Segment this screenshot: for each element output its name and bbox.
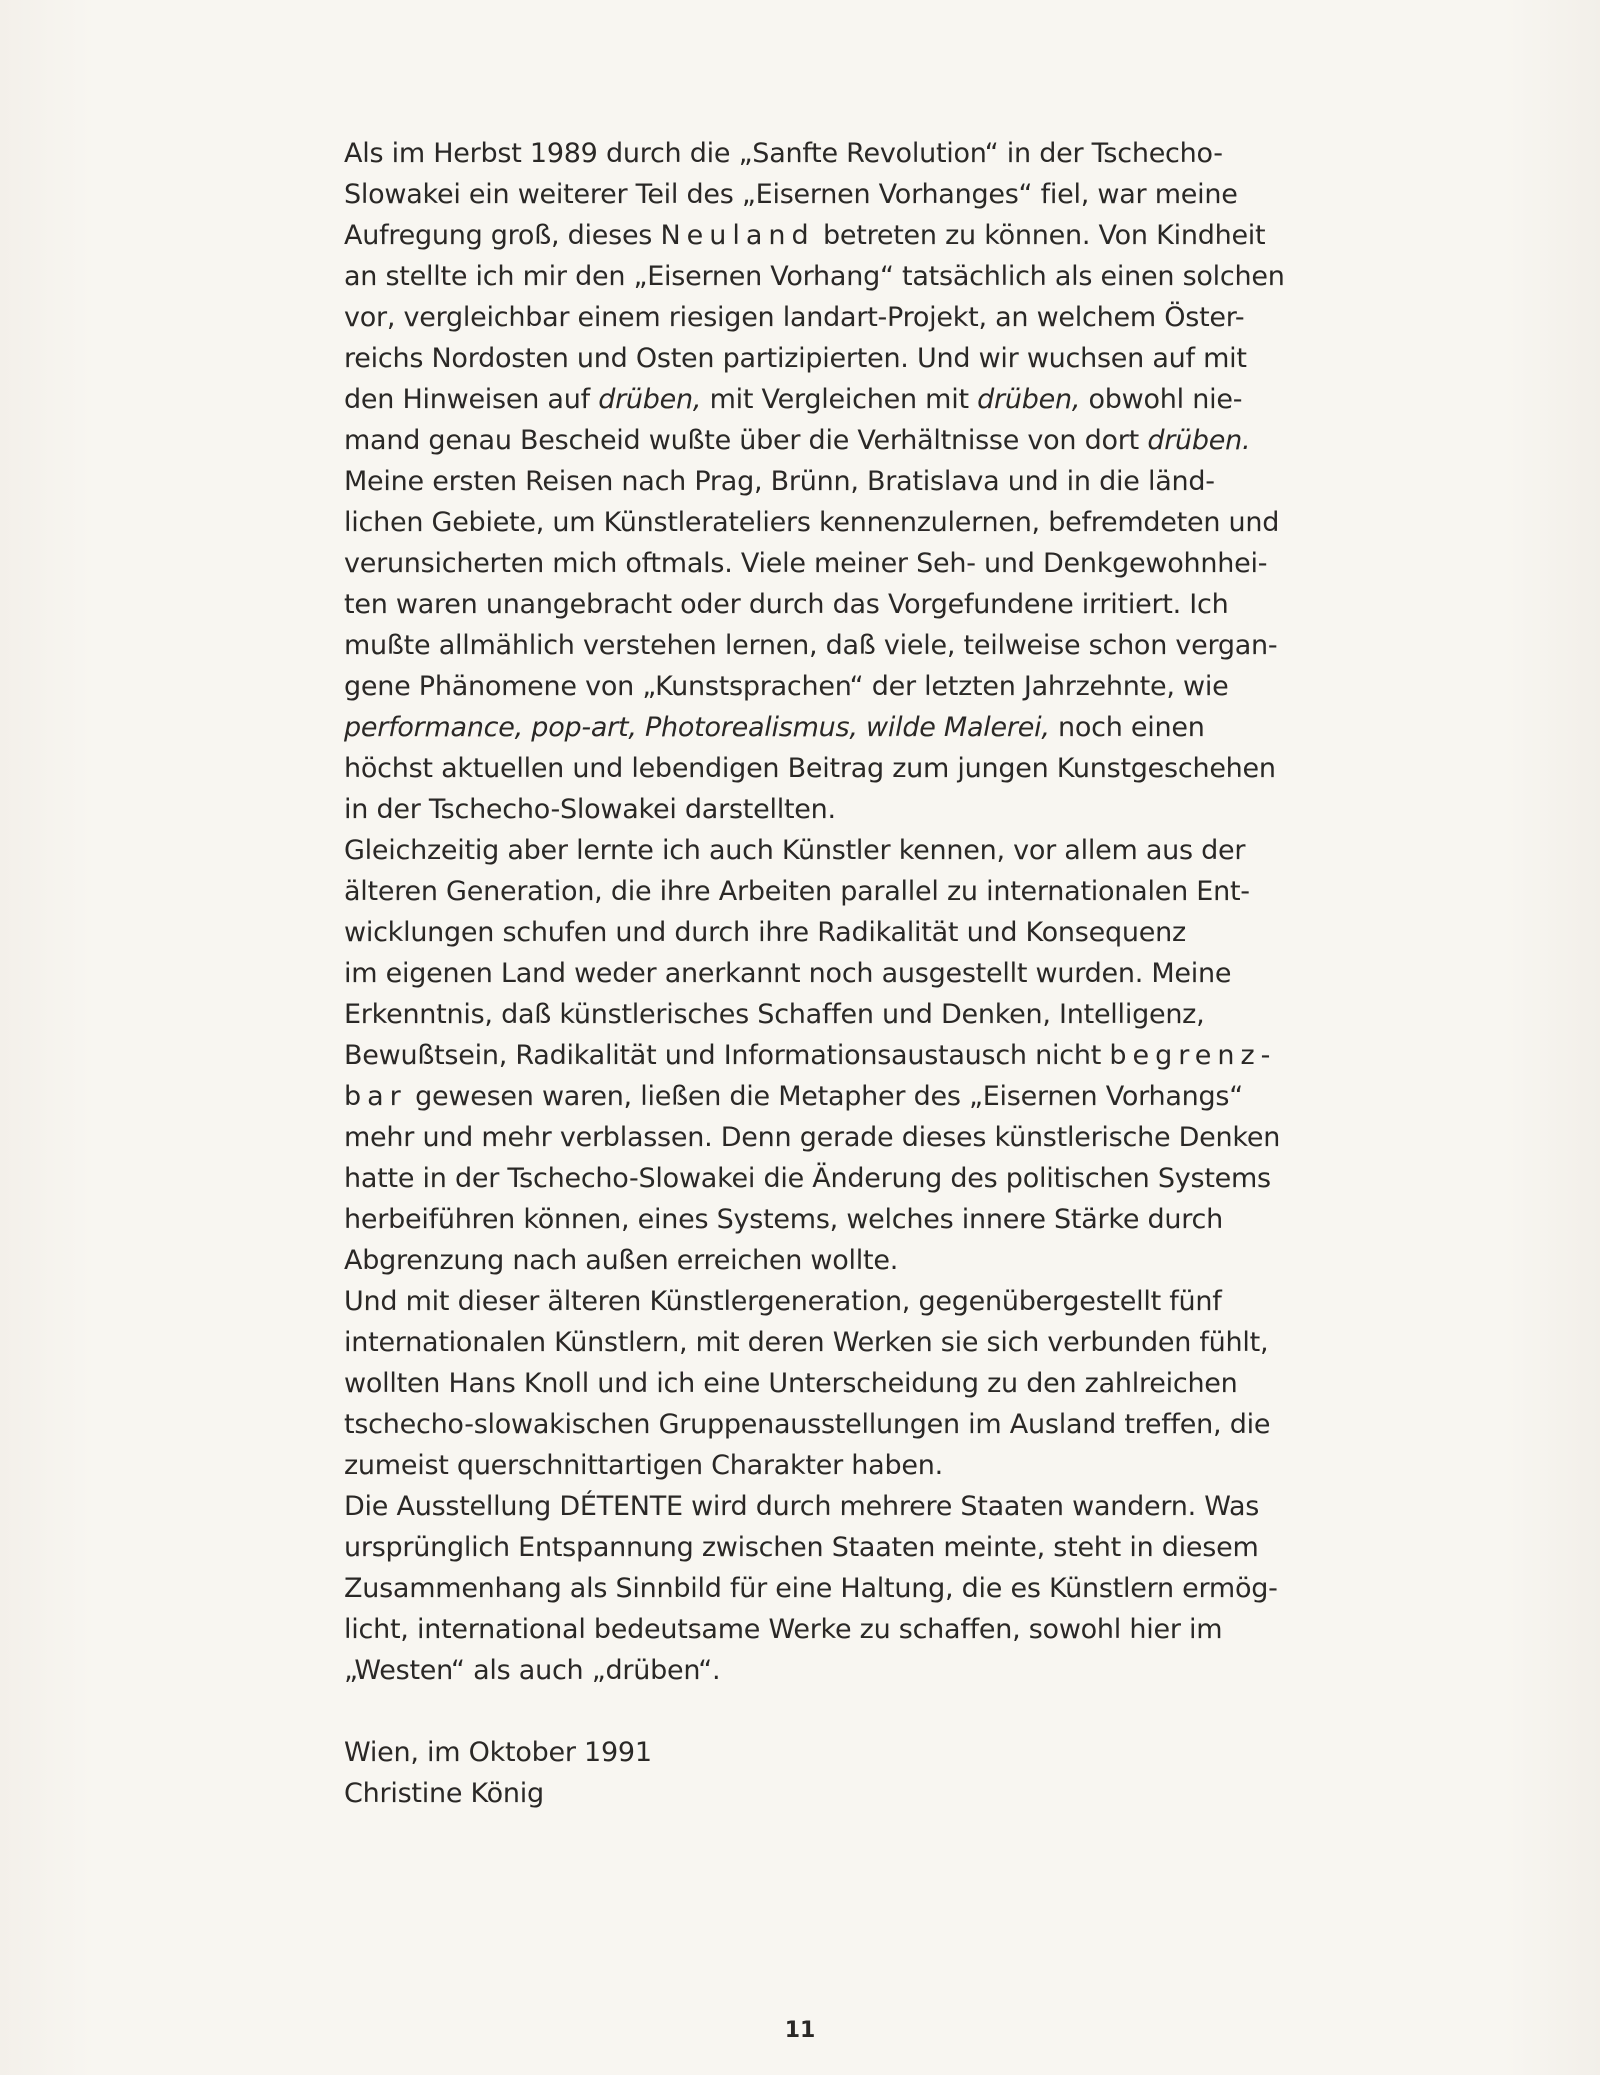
text-segment: älteren Generation, die ihre Arbeiten parallel zu internationalen Ent- [344, 876, 1250, 907]
text-line [344, 1199, 1344, 1240]
text-segment: Zusammenhang als Sinnbild für eine Haltung, die es Künstlern ermög- [344, 1573, 1278, 1604]
text-segment: Und mit dieser älteren Künstlergeneration, gegenübergestellt fünf [344, 1286, 1222, 1317]
text-segment: hatte in der Tschecho-Slowakei die Änderung des politischen Systems [344, 1163, 1271, 1194]
text-segment: Abgrenzung nach außen erreichen wollte. [344, 1245, 899, 1276]
text-line [344, 1486, 1344, 1527]
body-text [344, 133, 1344, 1814]
text-segment: lichen Gebiete, um Künstlerateliers kennenzulernen, befremdeten und [344, 507, 1280, 538]
text-segment: den Hinweisen auf [344, 384, 599, 415]
text-segment: Gleichzeitig aber lernte ich auch Künstler kennen, vor allem aus der [344, 835, 1246, 866]
signature-author: Christine König [344, 1778, 544, 1809]
text-segment: Als im Herbst 1989 durch die „Sanfte Revolution“ in der Tschecho- [344, 138, 1223, 169]
text-segment: Die Ausstellung DÉTENTE wird durch mehrere Staaten wandern. Was [344, 1491, 1260, 1522]
text-segment: mehr und mehr verblassen. Denn gerade dieses künstlerische Denken [344, 1122, 1281, 1153]
text-line [344, 830, 1344, 871]
text-segment: reichs Nordosten und Osten partizipierten. Und wir wuchsen auf mit [344, 343, 1247, 374]
text-segment: herbeiführen können, eines Systems, welches innere Stärke durch [344, 1204, 1223, 1235]
text-line [344, 1117, 1344, 1158]
text-line [344, 297, 1344, 338]
signature-spacer [344, 1691, 1344, 1732]
text-segment: obwohl nie- [1080, 384, 1243, 415]
emphasis-spaced: bar [344, 1081, 407, 1112]
text-segment: mand genau Bescheid wußte über die Verhältnisse von dort [344, 425, 1148, 456]
text-line [344, 1650, 1344, 1691]
text-segment: zumeist querschnittartigen Charakter haben. [344, 1450, 943, 1481]
text-line [344, 1527, 1344, 1568]
paragraph-lines [344, 133, 1344, 1691]
text-line [344, 1609, 1344, 1650]
text-segment: mit Vergleichen mit [701, 384, 978, 415]
text-line [344, 420, 1344, 461]
text-segment: licht, international bedeutsame Werke zu schaffen, sowohl hier im [344, 1614, 1223, 1645]
text-segment: gene Phänomene von „Kunstsprachen“ der letzten Jahrzehnte, wie [344, 671, 1229, 702]
text-segment: höchst aktuellen und lebendigen Beitrag zum jungen Kunstgeschehen [344, 753, 1276, 784]
text-line [344, 994, 1344, 1035]
text-line [344, 707, 1344, 748]
text-line [344, 1404, 1344, 1445]
text-line [344, 625, 1344, 666]
emphasis-spaced: Neuland [660, 220, 815, 251]
text-line [344, 912, 1344, 953]
text-segment: Bewußtsein, Radikalität und Informationsaustausch nicht [344, 1040, 1110, 1071]
text-line [344, 543, 1344, 584]
text-segment: an stellte ich mir den „Eisernen Vorhang“ tatsächlich als einen solchen [344, 261, 1285, 292]
text-segment: ursprünglich Entspannung zwischen Staaten meinte, steht in diesem [344, 1532, 1259, 1563]
text-line [344, 1445, 1344, 1486]
text-line [344, 871, 1344, 912]
text-line [344, 1076, 1344, 1117]
text-line [344, 1035, 1344, 1076]
text-line [344, 1363, 1344, 1404]
text-line [344, 748, 1344, 789]
emphasis-italic: performance, pop-art, Photorealismus, wilde Malerei, [344, 712, 1050, 743]
text-line [344, 215, 1344, 256]
text-segment: noch einen [1049, 712, 1205, 743]
text-line [344, 1240, 1344, 1281]
emphasis-italic: drüben, [598, 384, 702, 415]
text-line [344, 953, 1344, 994]
text-line [344, 1568, 1344, 1609]
signature-place-date: Wien, im Oktober 1991 [344, 1737, 652, 1768]
text-line [344, 133, 1344, 174]
text-segment: verunsicherten mich oftmals. Viele meiner Seh- und Denkgewohnhei- [344, 548, 1268, 579]
text-line [344, 1322, 1344, 1363]
text-line [344, 1281, 1344, 1322]
text-segment: Slowakei ein weiterer Teil des „Eisernen Vorhanges“ fiel, war meine [344, 179, 1238, 210]
text-segment: wollten Hans Knoll und ich eine Unterscheidung zu den zahlreichen [344, 1368, 1238, 1399]
text-segment: betreten zu können. Von Kindheit [814, 220, 1266, 251]
text-line [344, 666, 1344, 707]
text-segment: ten waren unangebracht oder durch das Vorgefundene irritiert. Ich [344, 589, 1229, 620]
text-line [344, 1158, 1344, 1199]
text-segment: „Westen“ als auch „drüben“. [344, 1655, 721, 1686]
text-line [344, 256, 1344, 297]
emphasis-italic: drüben. [1147, 425, 1251, 456]
text-line [344, 338, 1344, 379]
text-segment: mußte allmählich verstehen lernen, daß viele, teilweise schon vergan- [344, 630, 1278, 661]
text-segment: in der Tschecho-Slowakei darstellten. [344, 794, 836, 825]
text-segment: tschecho-slowakischen Gruppenausstellungen im Ausland treffen, die [344, 1409, 1271, 1440]
text-line [344, 461, 1344, 502]
text-segment: im eigenen Land weder anerkannt noch ausgestellt wurden. Meine [344, 958, 1232, 989]
text-segment: Meine ersten Reisen nach Prag, Brünn, Bratislava und in die länd- [344, 466, 1215, 497]
text-segment: internationalen Künstlern, mit deren Werken sie sich verbunden fühlt, [344, 1327, 1269, 1358]
text-line [344, 584, 1344, 625]
text-segment: vor, vergleichbar einem riesigen landart-Projekt, an welchem Öster- [344, 302, 1245, 333]
text-segment: gewesen waren, ließen die Metapher des „Eisernen Vorhangs“ [406, 1081, 1243, 1112]
page-number: 11 [784, 2018, 816, 2043]
text-segment: Erkenntnis, daß künstlerisches Schaffen und Denken, Intelligenz, [344, 999, 1205, 1030]
text-segment: wicklungen schufen und durch ihre Radikalität und Konsequenz [344, 917, 1186, 948]
text-line [344, 789, 1344, 830]
text-line [344, 502, 1344, 543]
text-line [344, 174, 1344, 215]
emphasis-italic: drüben, [977, 384, 1081, 415]
text-line [344, 379, 1344, 420]
text-segment: Aufregung groß, dieses [344, 220, 661, 251]
emphasis-spaced: begrenz- [1109, 1040, 1277, 1071]
